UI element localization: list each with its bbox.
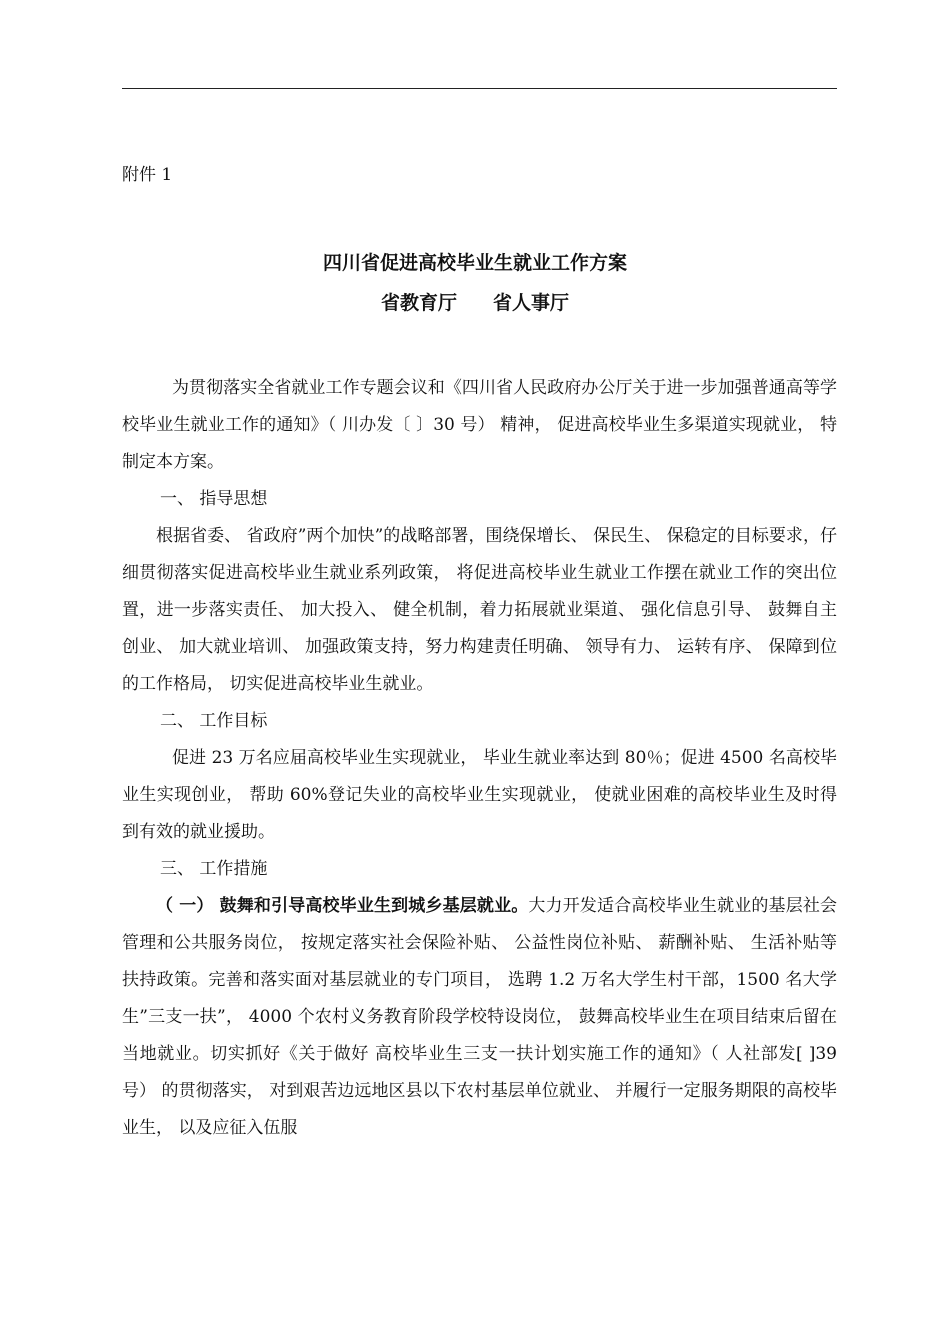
measure-1-title: （ 一） 鼓舞和引导高校毕业生到城乡基层就业。 (156, 896, 529, 916)
issuer-education: 省教育厅 (380, 292, 457, 314)
document-title: 四川省促进高校毕业生就业工作方案 (322, 252, 627, 274)
attachment-label: 附件 1 (122, 165, 173, 185)
section-body-work-goals: 促进 23 万名应届高校毕业生实现就业， 毕业生就业率达到 80％；促进 4500 名高校毕业生实现创业， 帮助 60%登记失业的高校毕业生实现就业， 使就业困难的高校毕业生及时得到有效的就业援助。 (122, 748, 837, 842)
section-heading-guiding-thought: 一、 指导思想 (160, 489, 268, 509)
document-body (122, 370, 837, 1147)
issuer-personnel: 省人事厅 (493, 292, 570, 314)
header-rule (122, 88, 837, 89)
issuers-line (0, 288, 950, 315)
section-heading-work-goals: 二、 工作目标 (160, 711, 268, 731)
intro-paragraph: 为贯彻落实全省就业工作专题会议和《四川省人民政府办公厅关于进一步加强普通高等学校毕业生就业工作的通知》（ 川办发〔 〕30 号） 精神， 促进高校毕业生多渠道实现就业， 特制定本方案。 (122, 378, 837, 472)
measure-1-body: 大力开发适合高校毕业生就业的基层社会管理和公共服务岗位， 按规定落实社会保险补贴、 公益性岗位补贴、 薪酬补贴、 生活补贴等扶持政策。完善和落实面对基层就业的专门项目， 选聘 1.2 万名大学生村干部，1500 名大学生”三支一扶”， 4000 个农村义务教育阶段学校特设岗位， 鼓舞高校毕业生在项目结束后留在当地就业。切实抓好《关于做好 高校毕业生三支一扶计划实施工作的通知》（ 人社部发[ ]39 号） 的贯彻落实， 对到艰苦边远地区县以下农村基层单位就业、 并履行一定服务期限的高校毕业生， 以及应征入伍服 (122, 896, 838, 1138)
section-heading-work-measures: 三、 工作措施 (160, 859, 268, 879)
measure-1-paragraph (122, 888, 837, 1147)
section-body-guiding-thought: 根据省委、 省政府”两个加快”的战略部署，围绕保增长、 保民生、 保稳定的目标要求，仔细贯彻落实促进高校毕业生就业系列政策， 将促进高校毕业生就业工作摆在就业工作的突出位置，进一步落实责任、 加大投入、 健全机制，着力拓展就业渠道、 强化信息引导、 鼓舞自主创业、 加大就业培训、 加强政策支持，努力构建责任明确、 领导有力、 运转有序、 保障到位的工作格局， 切实促进高校毕业生就业。 (122, 526, 837, 694)
